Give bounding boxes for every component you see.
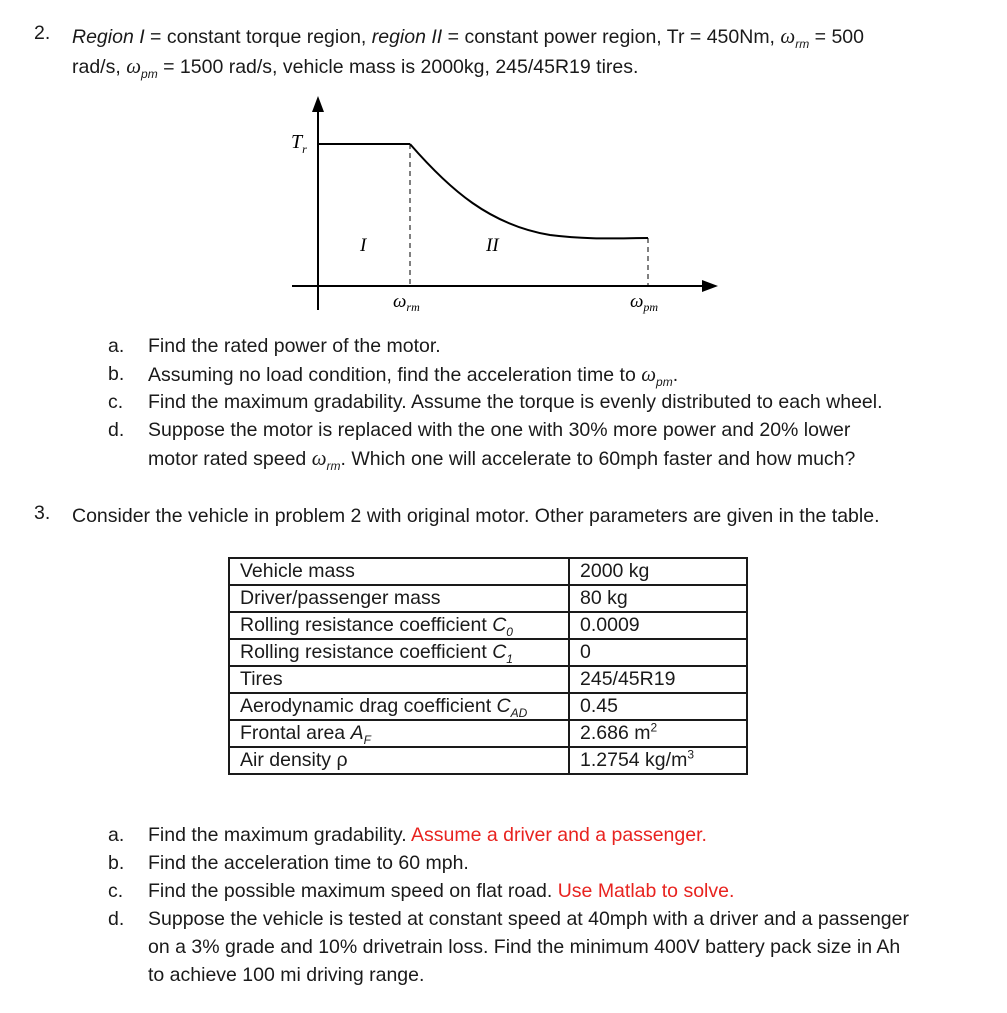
problem-3-intro: Consider the vehicle in problem 2 with original motor. Other parameters are given in the table. xyxy=(72,505,880,527)
param-value: 245/45R19 xyxy=(569,666,747,693)
param-name: Air density ρ xyxy=(229,747,569,774)
table-row xyxy=(229,693,747,720)
table-row xyxy=(229,747,747,774)
region-i-label: I xyxy=(360,235,367,256)
param-name: Rolling resistance coefficient $C_1$ xyxy=(229,639,569,666)
y-axis-arrow xyxy=(312,96,324,112)
x-axis-arrow xyxy=(702,280,718,292)
param-name: Driver/passenger mass xyxy=(229,585,569,612)
parameter-table xyxy=(228,557,748,775)
param-name: Frontal area $A_F$ xyxy=(229,720,569,747)
param-value: 2000 kg xyxy=(569,558,747,585)
param-name: Rolling resistance coefficient $C_0$ xyxy=(229,612,569,639)
region-i-term: Region I xyxy=(72,26,145,48)
constant-power-curve xyxy=(410,144,648,238)
table-row xyxy=(229,612,747,639)
table-row xyxy=(229,639,747,666)
param-value: 0.45 xyxy=(569,693,747,720)
table-row xyxy=(229,558,747,585)
y-axis-label: $T_r$ xyxy=(291,131,307,156)
param-value: 0 xyxy=(569,639,747,666)
problem-number: 2. xyxy=(34,22,51,44)
param-value: 0.0009 xyxy=(569,612,747,639)
region-ii-label: II xyxy=(486,235,499,256)
param-name: Tires xyxy=(229,666,569,693)
param-value: 1.2754 $kg/m^3$ xyxy=(569,747,747,774)
region-ii-term: region II xyxy=(371,26,443,48)
table-row xyxy=(229,720,747,747)
param-value: 2.686 $m^2$ xyxy=(569,720,747,747)
param-value: 80 kg xyxy=(569,585,747,612)
table-row xyxy=(229,666,747,693)
omega-rm-label: $\omega_{rm}$ xyxy=(393,291,420,314)
omega-pm-label: $\omega_{pm}$ xyxy=(630,291,659,314)
param-name: Vehicle mass xyxy=(229,558,569,585)
problem-2-statement: Region I = constant torque region, region II = constant power region, Tr = 450Nm, $\omega_{rm} = 500$ rad/s, $\omega_{pm} = 1500$ rad/s, vehicle mass is 2000kg, 245/45R19 tires. xyxy=(72,24,864,81)
table-row xyxy=(229,585,747,612)
param-name: Aerodynamic drag coefficient $C_{AD}$ xyxy=(229,693,569,720)
problem-number: 3. xyxy=(34,502,51,524)
